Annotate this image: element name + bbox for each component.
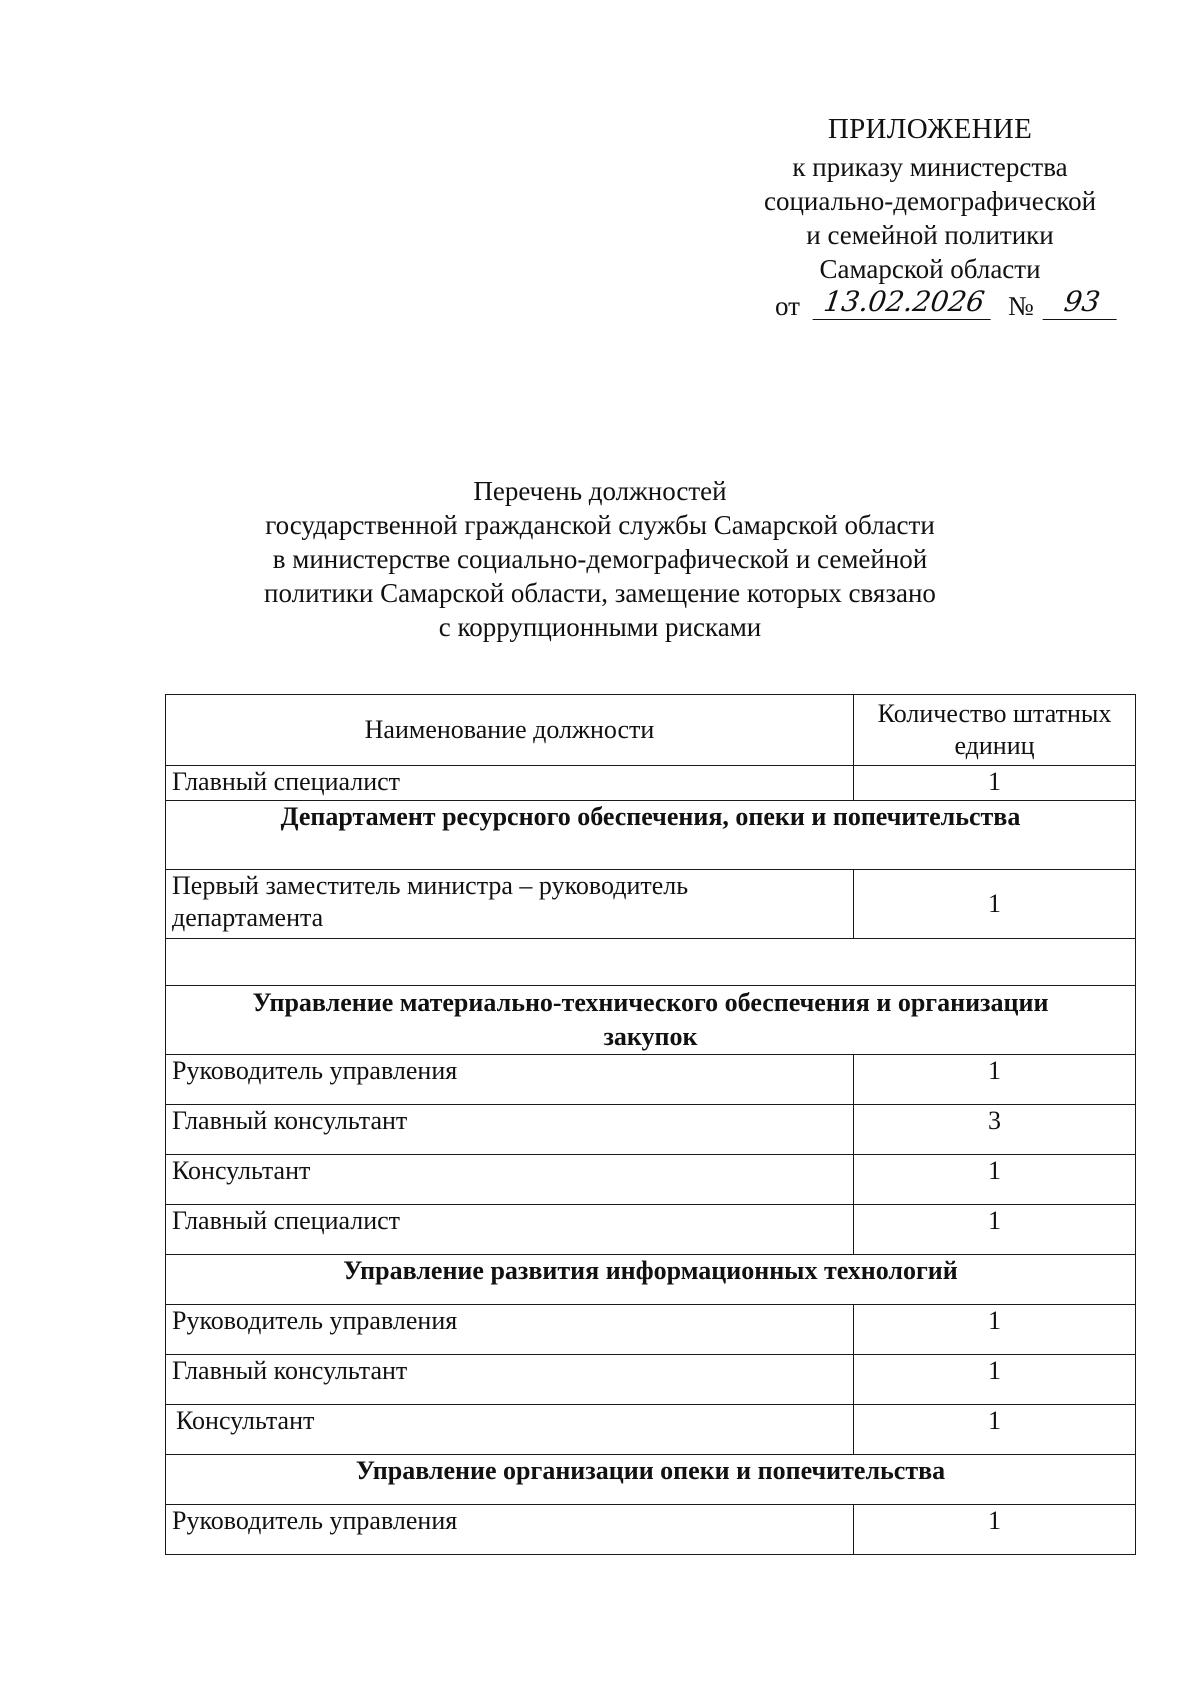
appendix-line: Самарской области <box>819 254 1041 284</box>
table-header-row <box>166 695 1136 766</box>
table-row <box>166 1355 1136 1405</box>
section-row <box>166 1255 1136 1305</box>
heading-line: с коррупционными рисками <box>438 612 762 642</box>
position-quantity: 1 <box>854 1205 1136 1255</box>
header-position: Наименование должности <box>166 695 854 766</box>
from-label: от <box>775 291 800 321</box>
heading-line: политики Самарской области, замещение которых связано <box>264 578 936 608</box>
position-name: Консультант <box>166 1155 854 1205</box>
section-row <box>166 1455 1136 1505</box>
section-title <box>166 986 1136 1055</box>
table-row <box>166 766 1136 801</box>
header-quantity <box>854 695 1136 766</box>
position-quantity: 1 <box>854 766 1136 801</box>
positions-table <box>165 694 1136 1555</box>
section-title: Департамент ресурсного обеспечения, опеки и попечительства <box>166 801 1136 870</box>
empty-cell <box>166 939 1136 986</box>
section-title: Управление организации опеки и попечительства <box>166 1455 1136 1505</box>
position-name-line: Первый заместитель министра – руководитель <box>172 871 689 900</box>
table-row <box>166 1505 1136 1555</box>
table-row <box>166 1205 1136 1255</box>
position-name-line: департамента <box>172 903 324 932</box>
header-quantity-line: Количество штатных <box>877 699 1112 728</box>
position-name: Руководитель управления <box>166 1505 854 1555</box>
table-row <box>166 1405 1136 1455</box>
handwritten-number: 93 <box>1043 285 1122 320</box>
section-title-line: закупок <box>603 1022 698 1051</box>
position-quantity: 1 <box>854 1405 1136 1455</box>
header-quantity-line: единиц <box>954 731 1035 760</box>
order-reference <box>775 285 1135 325</box>
heading-line: государственной гражданской службы Самарской области <box>265 510 935 540</box>
position-quantity: 1 <box>854 870 1136 939</box>
handwritten-date: 13.02.2026 <box>813 285 996 320</box>
position-name <box>166 870 854 939</box>
appendix-line: и семейной политики <box>806 220 1054 250</box>
table-row <box>166 1305 1136 1355</box>
position-quantity: 1 <box>854 1505 1136 1555</box>
position-quantity: 1 <box>854 1305 1136 1355</box>
table-row <box>166 1055 1136 1105</box>
table-row <box>166 1155 1136 1205</box>
position-name: Главный специалист <box>166 766 854 801</box>
empty-row <box>166 939 1136 986</box>
position-quantity: 1 <box>854 1155 1136 1205</box>
heading-line: в министерстве социально-демографической и семейной <box>272 544 928 574</box>
number-label: № <box>1008 291 1034 321</box>
section-row <box>166 801 1136 870</box>
table-row <box>166 870 1136 939</box>
position-quantity: 3 <box>854 1105 1136 1155</box>
section-title-line: Управление материально-технического обеспечения и организации <box>252 988 1049 1017</box>
section-title: Управление развития информационных технологий <box>166 1255 1136 1305</box>
position-name: Главный консультант <box>166 1355 854 1405</box>
document-heading <box>200 474 1000 644</box>
section-row <box>166 986 1136 1055</box>
position-name: Руководитель управления <box>166 1055 854 1105</box>
appendix-block <box>730 112 1130 286</box>
position-quantity: 1 <box>854 1055 1136 1105</box>
position-name: Консультант <box>166 1405 854 1455</box>
position-name: Руководитель управления <box>166 1305 854 1355</box>
table-row <box>166 1105 1136 1155</box>
appendix-line: социально-демографической <box>763 186 1097 216</box>
position-name: Главный специалист <box>166 1205 854 1255</box>
heading-line: Перечень должностей <box>473 476 727 506</box>
appendix-line: к приказу министерства <box>792 152 1068 182</box>
position-name: Главный консультант <box>166 1105 854 1155</box>
position-quantity: 1 <box>854 1355 1136 1405</box>
appendix-title: ПРИЛОЖЕНИЕ <box>827 113 1033 145</box>
